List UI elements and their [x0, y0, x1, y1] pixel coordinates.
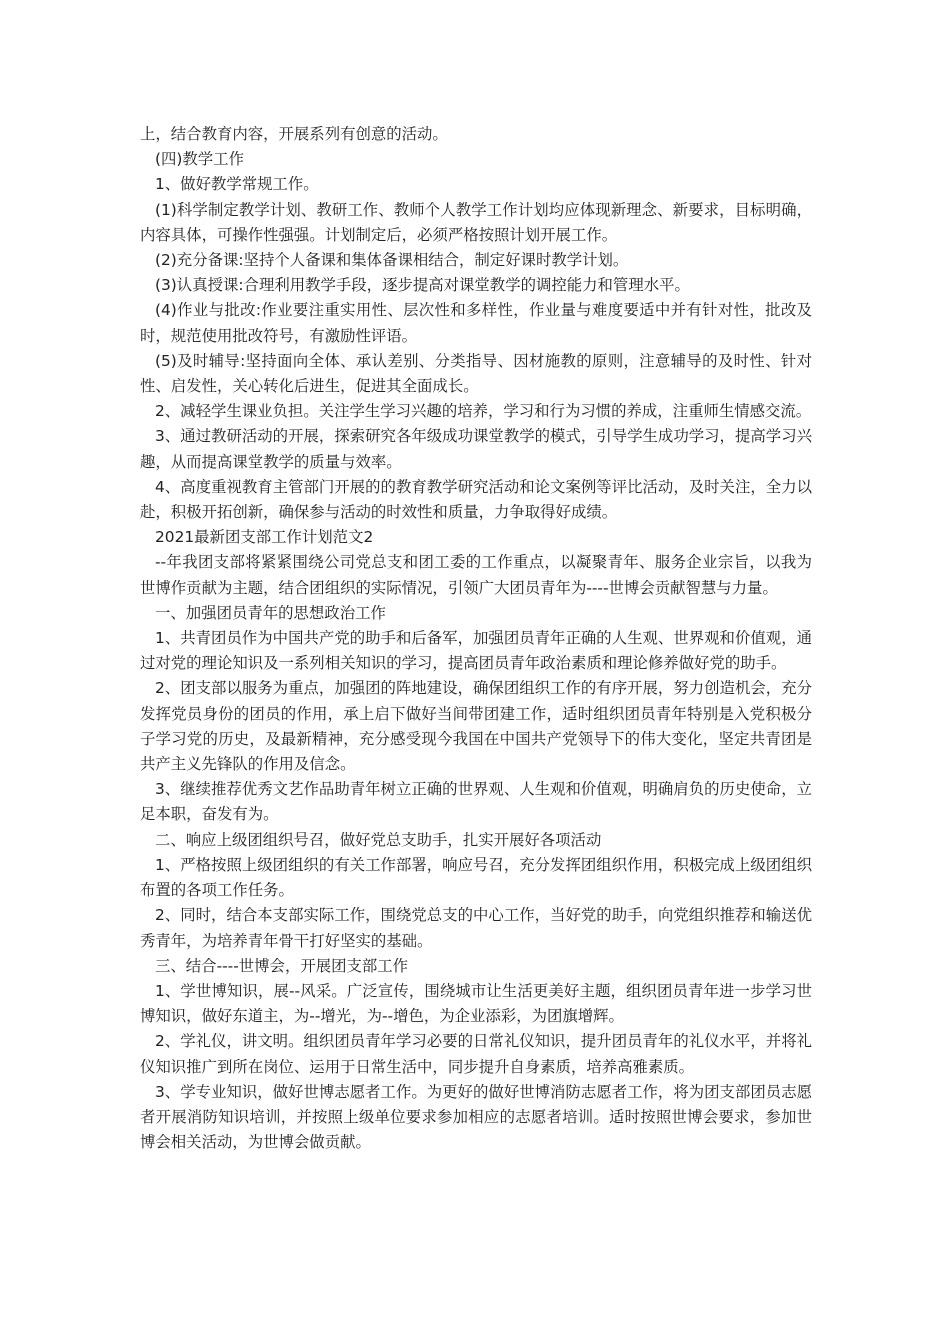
section-heading-teaching: (四)教学工作 [155, 150, 244, 169]
paragraph-22: 1、学世博知识，展--风采。广泛宣传，围绕城市让生活更美好主题，组织团员青年进一步学习世博知识，做好东道主，为--增光，为--增色，为企业添彩，为团旗增辉。 [140, 981, 812, 1026]
paragraph-23: 2、学礼仪，讲文明。组织团员青年学习必要的日常礼仪知识，提升团员青年的礼仪水平，并将礼仪知识推广到所在岗位、运用于日常生活中，同步提升自身素质，培养高雅素质。 [140, 1032, 812, 1076]
paragraph-9: 2、减轻学生课业负担。关注学生学习兴趣的培养，学习和行为习惯的养成，注重师生情感交流。 [155, 402, 812, 421]
paragraph-13: --年我团支部将紧紧围绕公司党总支和团工委的工作重点，以凝聚青年、服务企业宗旨，以我为世博作贡献为主题，结合团组织的实际情况，引领广大团员青年为----世博会贡献智慧与力量。 [140, 553, 812, 597]
paragraph-20: 2、同时，结合本支部实际工作，围绕党总支的中心工作，当好党的助手，向党组织推荐和输送优秀青年，为培养青年骨干打好坚实的基础。 [140, 906, 812, 950]
paragraph-19: 1、严格按照上级团组织的有关工作部署，响应号召，充分发挥团组织作用，积极完成上级团组织布置的各项工作任务。 [140, 855, 812, 900]
paragraph-24: 3、学专业知识，做好世博志愿者工作。为更好的做好世博消防志愿者工作，将为团支部团员志愿者开展消防知识培训，并按照上级单位要求参加相应的志愿者培训。适时按照世博会要求，参加世博会相关活动，为世博会做贡献。 [140, 1082, 812, 1152]
section-heading-3: 三、结合----世博会，开展团支部工作 [155, 956, 409, 975]
paragraph-3: 1、做好教学常规工作。 [155, 175, 319, 194]
section-heading-2: 二、响应上级团组织号召，做好党总支助手，扎实开展好各项活动 [155, 830, 602, 849]
paragraph-5: (2)充分备课:坚持个人备课和集体备课相结合，制定好课时教学计划。 [155, 251, 629, 270]
paragraph-16: 2、团支部以服务为重点，加强团的阵地建设，确保团组织工作的有序开展，努力创造机会，充分发挥党员身份的团员的作用，承上启下做好当间带团建工作，适时组织团员青年特别是入党积极分子学习党的历史，及最新精神，充分感受现今我国在中国共产党领导下的伟大变化，坚定共青团是共产主义先锋队的作用及信念。 [140, 679, 812, 774]
section-heading-1: 一、加强团员青年的思想政治工作 [155, 603, 386, 622]
paragraph-15: 1、共青团员作为中国共产党的助手和后备军，加强团员青年正确的人生观、世界观和价值观，通过对党的理论知识及一系列相关知识的学习，提高团员青年政治素质和理论修养做好党的助手。 [140, 629, 812, 673]
paragraph-6: (3)认真授课:合理利用教学手段，逐步提高对课堂教学的调控能力和管理水平。 [155, 276, 690, 295]
document-section-title: 2021最新团支部工作计划范文2 [155, 528, 374, 547]
paragraph-11: 4、高度重视教育主管部门开展的的教育教学研究活动和论文案例等评比活动，及时关注，全力以赴，积极开拓创新，确保参与活动的时效性和质量，力争取得好成绩。 [140, 477, 812, 522]
paragraph-1: 上，结合教育内容，开展系列有创意的活动。 [140, 125, 448, 143]
paragraph-4: (1)科学制定教学计划、教研工作、教师个人教学工作计划均应体现新理念、新要求，目标明确，内容具体，可操作性强强。计划制定后，必须严格按照计划开展工作。 [140, 200, 812, 244]
document-body [140, 122, 812, 1155]
paragraph-8: (5)及时辅导:坚持面向全体、承认差别、分类指导、因材施教的原则，注意辅导的及时性、针对性、启发性，关心转化后进生，促进其全面成长。 [140, 351, 812, 396]
paragraph-7: (4)作业与批改:作业要注重实用性、层次性和多样性，作业量与难度要适中并有针对性，批改及时，规范使用批改符号，有激励性评语。 [140, 301, 812, 345]
paragraph-10: 3、通过教研活动的开展，探索研究各年级成功课堂教学的模式，引导学生成功学习，提高学习兴趣，从而提高课堂教学的质量与效率。 [140, 427, 812, 471]
paragraph-17: 3、继续推荐优秀文艺作品助青年树立正确的世界观、人生观和价值观，明确肩负的历史使命，立足本职，奋发有为。 [140, 780, 812, 824]
